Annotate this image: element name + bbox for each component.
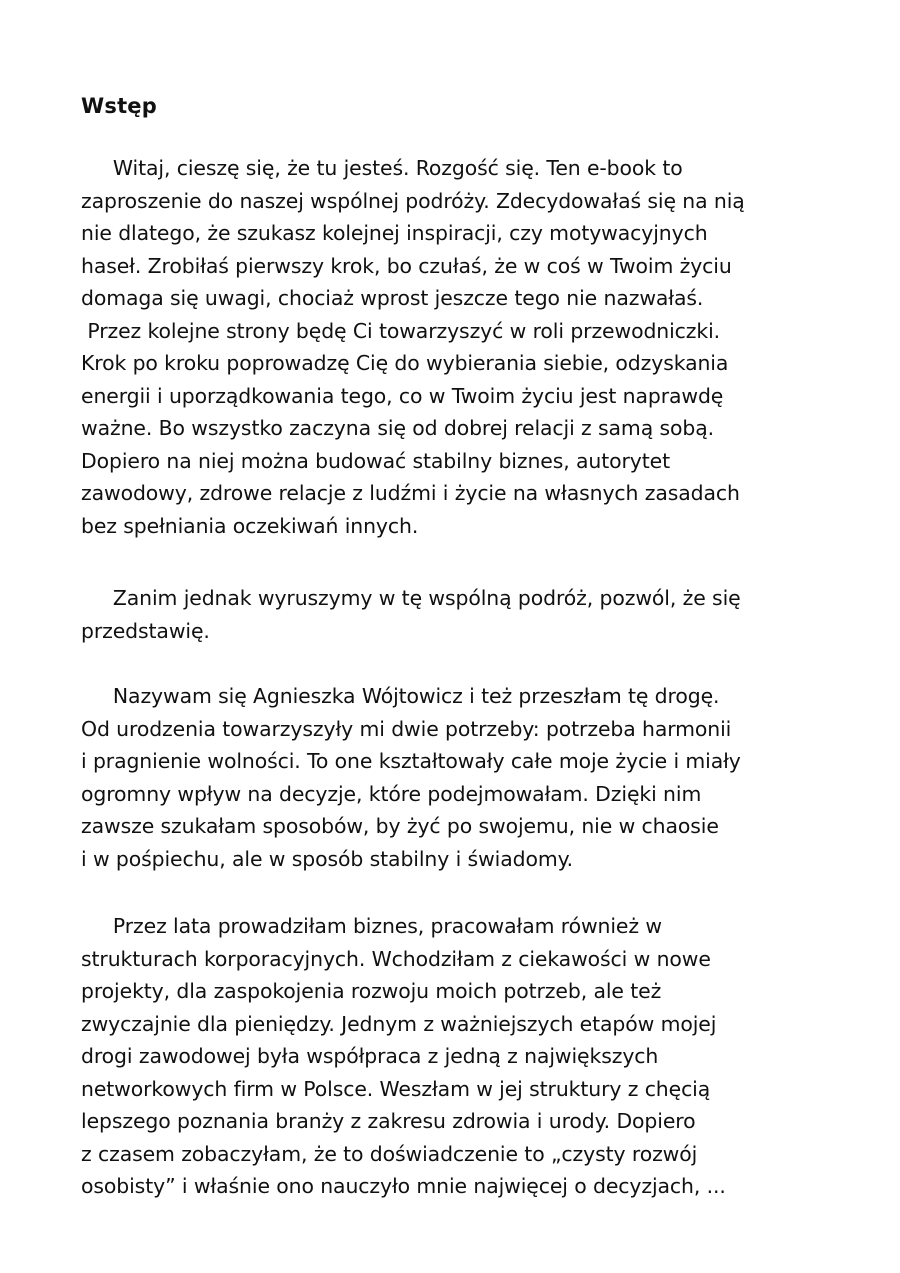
text-line: i w pośpiechu, ale w sposób stabilny i świadomy.: [81, 846, 574, 871]
text-line: zawsze szukałam sposobów, by żyć po swojemu, nie w chaosie: [81, 814, 719, 838]
text-line: nie dlatego, że szukasz kolejnej inspiracji, czy motywacyjnych: [81, 221, 708, 245]
text-line: Przez lata prowadziłam biznes, pracowałam również w: [81, 914, 662, 938]
text-line: zwyczajnie dla pieniędzy. Jednym z ważniejszych etapów mojej: [81, 1011, 717, 1036]
text-line: domaga się uwagi, chociaż wprost jeszcze tego nie nazwałaś.: [81, 286, 704, 310]
paragraph-intro: [81, 152, 841, 542]
text-line: przedstawię.: [81, 618, 210, 643]
text-line: strukturach korporacyjnych. Wchodziłam z ciekawości w nowe: [81, 946, 711, 971]
text-line: bez spełniania oczekiwań innych.: [81, 513, 419, 538]
paragraph-introduction: [81, 582, 841, 647]
text-line: zaproszenie do naszej wspólnej podróży. Zdecydowałaś się na nią: [81, 188, 745, 213]
text-line: Zanim jednak wyruszymy w tę wspólną podróż, pozwól, że się: [81, 586, 741, 610]
paragraph-career: [81, 910, 841, 1203]
text-line: Nazywam się Agnieszka Wójtowicz i też przeszłam tę drogę.: [81, 684, 720, 708]
text-line: Przez kolejne strony będę Ci towarzyszyć w roli przewodniczki.: [81, 318, 721, 343]
page-title: Wstęp: [81, 94, 157, 118]
text-line: ważne. Bo wszystko zaczyna się od dobrej relacji z samą sobą.: [81, 416, 714, 440]
text-line: energii i uporządkowania tego, co w Twoim życiu jest naprawdę: [81, 383, 724, 408]
text-line: drogi zawodowej była współpraca z jedną z największych: [81, 1044, 659, 1068]
text-line: i pragnienie wolności. To one kształtowały całe moje życie i miały: [81, 749, 741, 773]
text-line: osobisty” i właśnie ono nauczyło mnie najwięcej o decyzjach, ...: [81, 1174, 726, 1198]
text-line: z czasem zobaczyłam, że to doświadczenie to „czysty rozwój: [81, 1141, 698, 1166]
text-line: Dopiero na niej można budować stabilny biznes, autorytet: [81, 448, 670, 473]
text-line: networkowych firm w Polsce. Weszłam w jej struktury z chęcią: [81, 1076, 711, 1101]
text-line: haseł. Zrobiłaś pierwszy krok, bo czułaś, że w coś w Twoim życiu: [81, 253, 732, 278]
paragraph-about-author: [81, 680, 841, 875]
text-line: Krok po kroku poprowadzę Cię do wybierania siebie, odzyskania: [81, 351, 729, 375]
text-line: Witaj, cieszę się, że tu jesteś. Rozgość się. Ten e-book to: [81, 156, 683, 180]
text-line: Od urodzenia towarzyszyły mi dwie potrzeby: potrzeba harmonii: [81, 716, 732, 741]
text-line: projekty, dla zaspokojenia rozwoju moich potrzeb, ale też: [81, 979, 662, 1003]
text-line: zawodowy, zdrowe relacje z ludźmi i życie na własnych zasadach: [81, 481, 740, 505]
text-line: ogromny wpływ na decyzje, które podejmowałam. Dzięki nim: [81, 781, 702, 806]
text-line: lepszego poznania branży z zakresu zdrowia i urody. Dopiero: [81, 1109, 696, 1133]
